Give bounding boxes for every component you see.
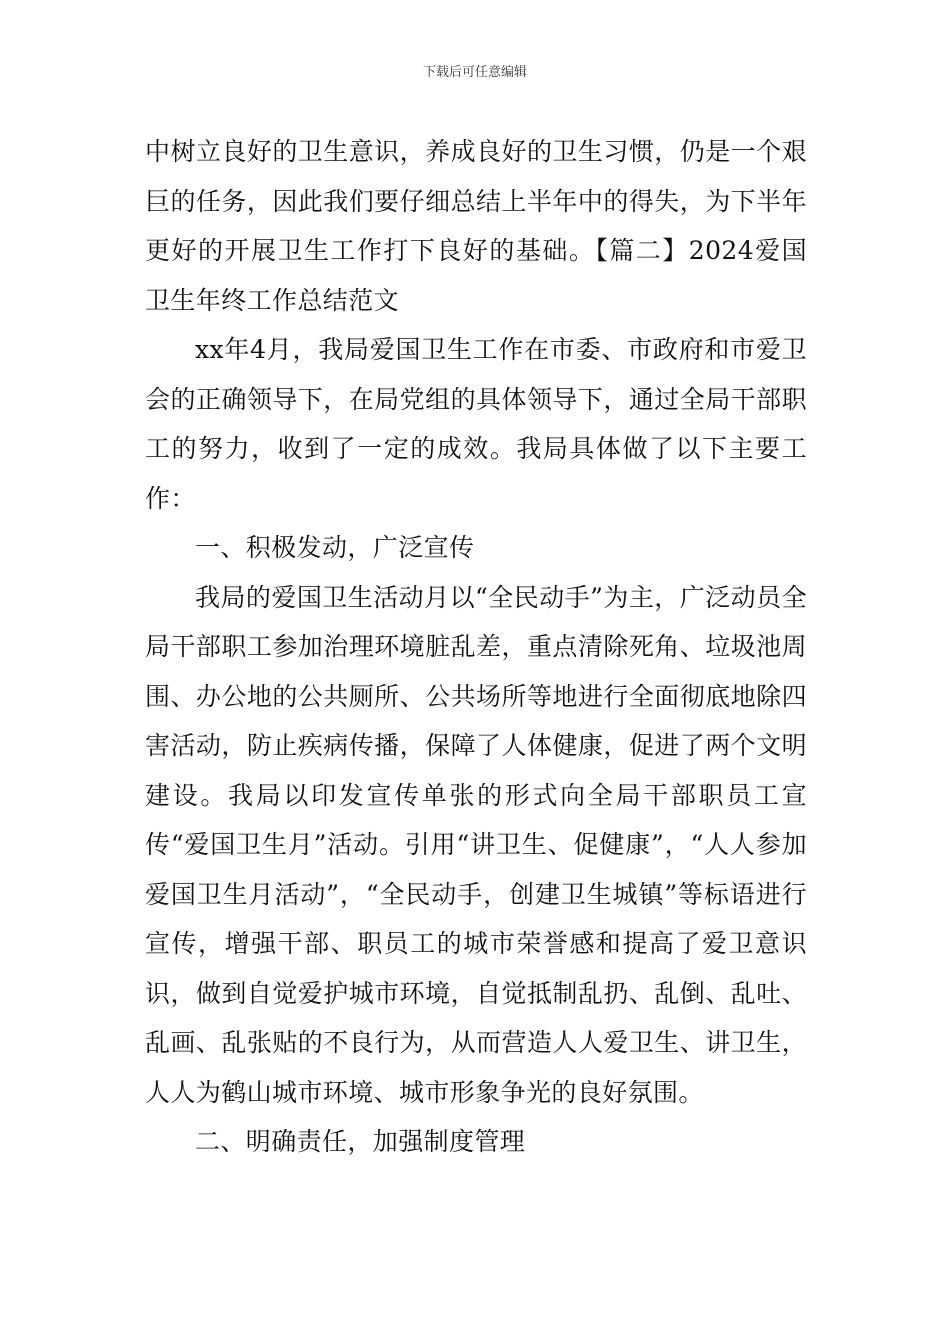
paragraph-intro: xx年4月，我局爱国卫生工作在市委、市政府和市爱卫会的正确领导下，在局党组的具体领导下，通过全局干部职工的努力，收到了一定的成效。我局具体做了以下主要工作：: [145, 335, 807, 513]
section-heading-2: 二、明确责任，加强制度管理: [195, 1127, 526, 1156]
page-header-note: 下载后可任意编辑: [422, 65, 527, 80]
paragraph-section-1: 我局的爱国卫生活动月以“全民动手”为主，广泛动员全局干部职工参加治理环境脏乱差，重点清除死角、垃圾池周围、办公地的公共厕所、公共场所等地进行全面彻底地除四害活动，防止疾病传播，保障了人体健康，促进了两个文明建设。我局以印发宣传单张的形式向全局干部职员工宣传“爱国卫生月”活动。引用“讲卫生、促健康”，“人人参加爱国卫生月活动”，“全民动手，创建卫生城镇”等标语进行宣传，增强干部、职员工的城市荣誉感和提高了爱卫意识识，做到自觉爱护城市环境，自觉抵制乱扔、乱倒、乱吐、乱画、乱张贴的不良行为，从而营造人人爱卫生、讲卫生，人人为鹤山城市环境、城市形象争光的良好氛围。: [145, 582, 807, 1107]
section-heading-1: 一、积极发动，广泛宣传: [195, 533, 475, 562]
paragraph-continuation: 中树立良好的卫生意识，养成良好的卫生习惯，仍是一个艰巨的任务，因此我们要仔细总结上半年中的得失，为下半年更好的开展卫生工作打下良好的基础。【篇二】2024爱国卫生年终工作总结范文: [145, 137, 807, 315]
document-body: [145, 127, 807, 1167]
